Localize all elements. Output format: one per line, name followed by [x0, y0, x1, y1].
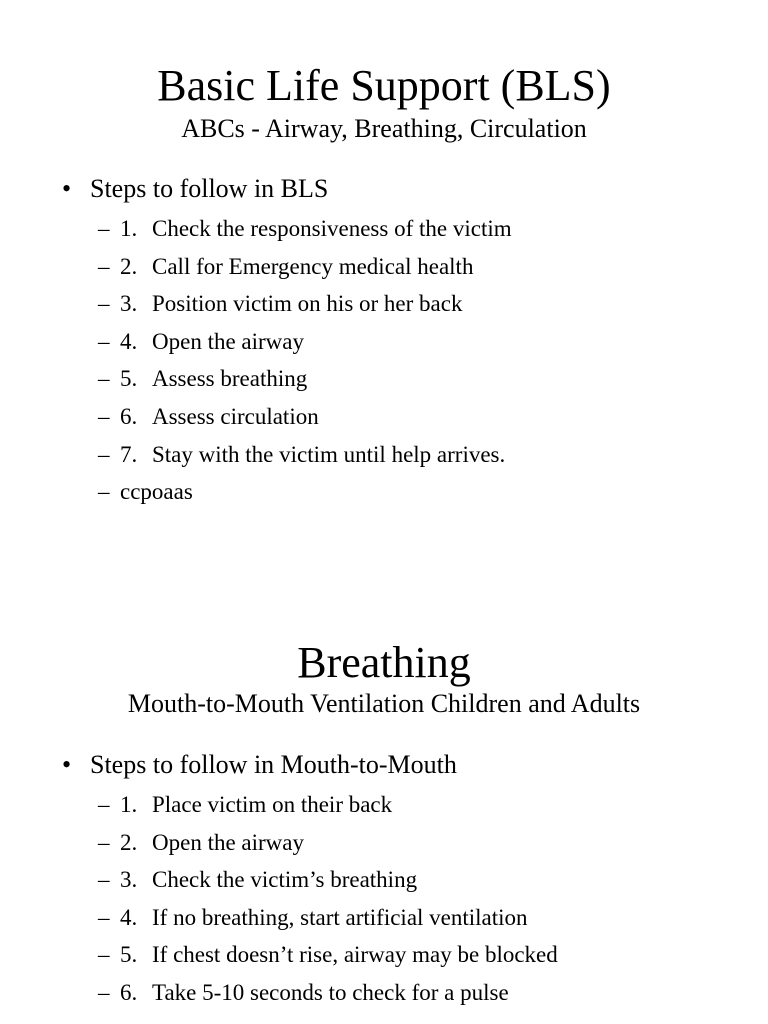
step-text: Open the airway	[152, 328, 304, 354]
bullet-text: Steps to follow in BLS	[90, 174, 329, 203]
bullet-marker: •	[62, 174, 72, 203]
dash-marker: –	[98, 792, 110, 817]
step-text: Assess circulation	[152, 403, 319, 429]
list-item	[98, 216, 512, 254]
step-number: 5.	[120, 366, 138, 392]
step-number: 6.	[120, 403, 138, 429]
slide-title: Breathing	[297, 638, 471, 687]
step-number: 1.	[120, 792, 138, 817]
bullet-marker: •	[62, 750, 72, 779]
dash-marker: –	[98, 479, 110, 505]
bullet-text: Steps to follow in Mouth-to-Mouth	[90, 750, 457, 779]
step-text: If no breathing, start artificial ventilation	[152, 904, 528, 930]
slide-title: Basic Life Support (BLS)	[157, 61, 611, 110]
list-item	[98, 329, 512, 367]
list-item	[98, 905, 558, 943]
step-text: Open the airway	[152, 829, 304, 855]
dash-marker: –	[98, 253, 110, 279]
step-number: 6.	[120, 979, 138, 1005]
step-text: Stay with the victim until help arrives.	[152, 441, 506, 467]
dash-marker: –	[98, 291, 110, 317]
step-text: Position victim on his or her back	[152, 291, 463, 317]
step-text: Take 5-10 seconds to check for a pulse	[152, 979, 509, 1005]
list-item	[98, 442, 512, 480]
dash-marker: –	[98, 403, 110, 429]
list-item	[98, 830, 558, 868]
step-text: Call for Emergency medical health	[152, 253, 474, 279]
step-text: ccpoaas	[120, 479, 193, 505]
step-number: 2.	[120, 253, 138, 279]
bullet-item	[62, 750, 457, 780]
step-text: Assess breathing	[152, 366, 308, 392]
dash-marker: –	[98, 328, 110, 354]
dash-marker: –	[98, 441, 110, 467]
dash-marker: –	[98, 979, 110, 1005]
list-item	[98, 366, 512, 404]
step-text: Check the responsiveness of the victim	[152, 216, 512, 241]
list-item	[98, 254, 512, 292]
step-number: 2.	[120, 829, 138, 855]
step-text: If chest doesn’t rise, airway may be blocked	[152, 942, 558, 968]
list-item	[98, 980, 558, 1018]
list-item	[98, 404, 512, 442]
bullet-item	[62, 174, 328, 204]
slide-breathing	[0, 512, 768, 1024]
step-number: 3.	[120, 291, 138, 317]
steps-list	[98, 216, 512, 517]
step-number: 4.	[120, 328, 138, 354]
step-number: 5.	[120, 942, 138, 968]
dash-marker: –	[98, 867, 110, 893]
list-item	[98, 867, 558, 905]
slide-subtitle: ABCs - Airway, Breathing, Circulation	[181, 114, 587, 143]
list-item	[98, 291, 512, 329]
step-number: 3.	[120, 867, 138, 893]
step-text: Check the victim’s breathing	[152, 867, 418, 893]
dash-marker: –	[98, 829, 110, 855]
list-item	[98, 942, 558, 980]
steps-list	[98, 792, 558, 1018]
step-number: 4.	[120, 904, 138, 930]
step-text: Place victim on their back	[152, 792, 393, 817]
list-item	[98, 792, 558, 830]
dash-marker: –	[98, 904, 110, 930]
dash-marker: –	[98, 216, 110, 241]
slide-subtitle: Mouth-to-Mouth Ventilation Children and Adults	[127, 689, 641, 718]
dash-marker: –	[98, 942, 110, 968]
step-number: 7.	[120, 441, 138, 467]
step-number: 1.	[120, 216, 138, 241]
dash-marker: –	[98, 366, 110, 392]
